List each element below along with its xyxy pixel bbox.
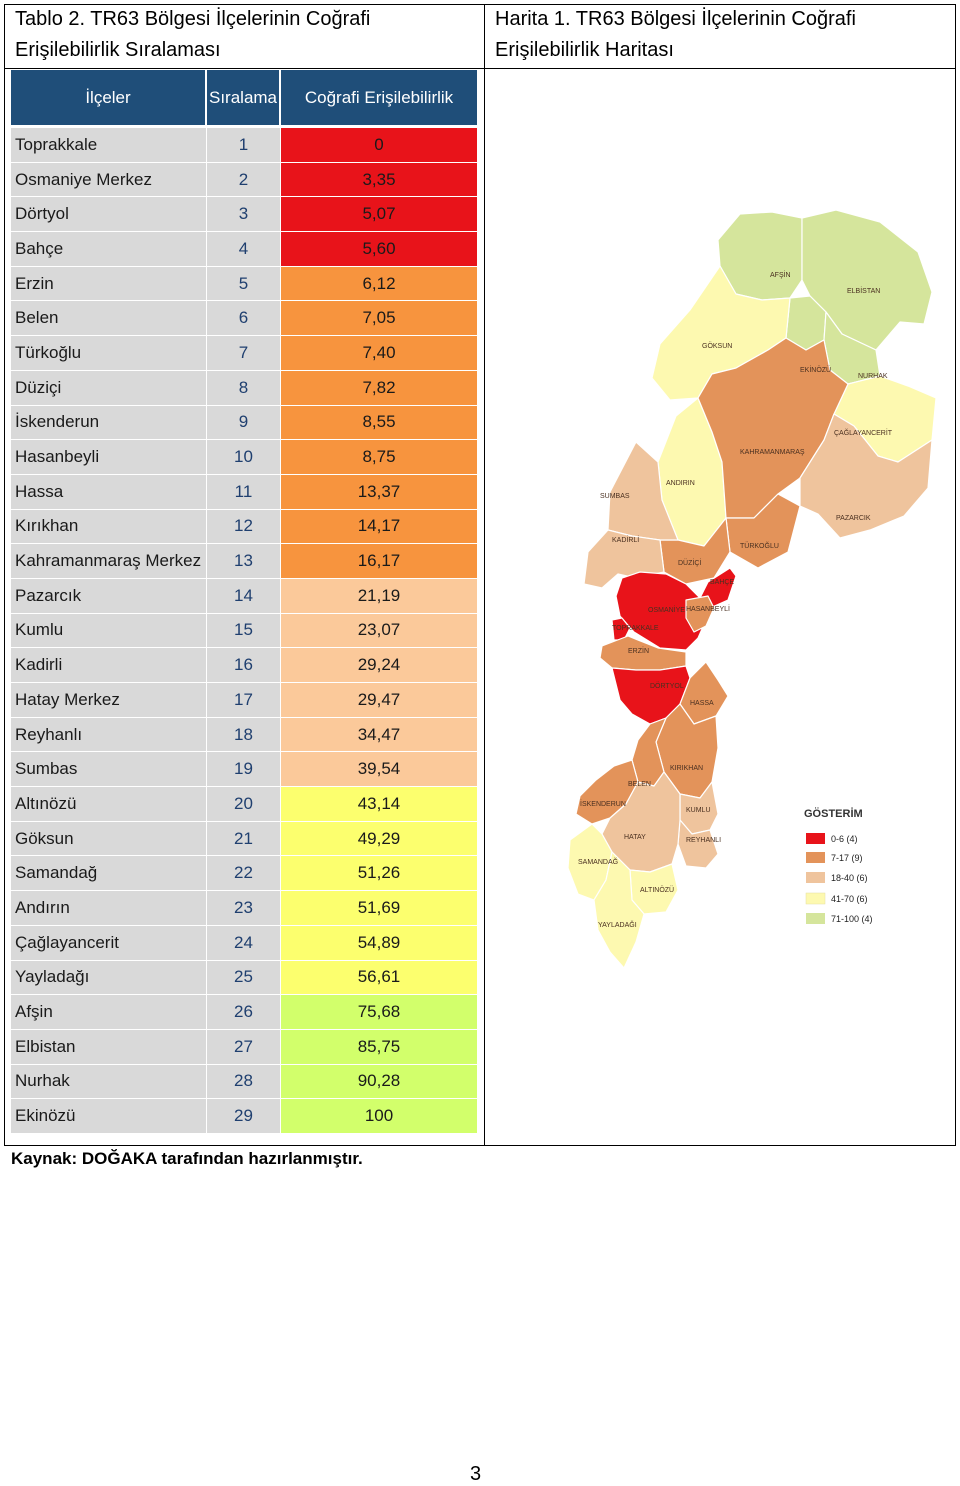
table-row	[11, 336, 477, 371]
district-name: İskenderun	[11, 406, 207, 440]
label-kirikhan: KIRIKHAN	[670, 765, 704, 772]
district-name: Bahçe	[11, 232, 207, 266]
table-row	[11, 163, 477, 198]
label-pazarcik: PAZARCIK	[836, 515, 871, 522]
legend-swatch-4	[806, 913, 825, 924]
label-duzici: DÜZİÇİ	[678, 560, 702, 567]
accessibility-value: 8,75	[281, 440, 477, 474]
table-row	[11, 614, 477, 649]
table-row	[11, 683, 477, 718]
district-rank: 29	[207, 1099, 281, 1133]
district-name: Elbistan	[11, 1030, 207, 1064]
district-name: Hatay Merkez	[11, 683, 207, 717]
legend-swatch-0	[806, 833, 825, 844]
district-name: Kırıkhan	[11, 510, 207, 544]
district-name: Samandağ	[11, 856, 207, 890]
label-kahramanmaras: KAHRAMANMARAŞ	[740, 449, 805, 456]
header-accessibility: Coğrafi Erişilebilirlik	[304, 87, 454, 107]
district-rank: 16	[207, 648, 281, 682]
label-elbistan: ELBİSTAN	[847, 288, 881, 295]
map-legend	[804, 807, 873, 924]
label-sumbas: SUMBAS	[600, 493, 630, 500]
district-name: Yayladağı	[11, 961, 207, 995]
label-hassa: HASSA	[690, 700, 714, 707]
accessibility-value: 29,47	[281, 683, 477, 717]
accessibility-value: 13,37	[281, 475, 477, 509]
label-osmaniye: OSMANİYE	[648, 607, 685, 614]
legend-label-3: 41-70 (6)	[831, 894, 868, 904]
accessibility-value: 7,05	[281, 301, 477, 335]
page-number: 3	[470, 1463, 482, 1485]
heading-divider	[4, 68, 956, 69]
legend-label-1: 7-17 (9)	[831, 853, 863, 863]
accessibility-value: 14,17	[281, 510, 477, 544]
district-rank: 3	[207, 197, 281, 231]
legend-swatch-2	[806, 872, 825, 883]
label-erzin: ERZİN	[628, 648, 649, 655]
table-row	[11, 822, 477, 857]
district-name: Andırın	[11, 891, 207, 925]
label-goksun: GÖKSUN	[702, 343, 733, 350]
label-bahce: BAHÇE	[710, 579, 735, 586]
district-rank: 22	[207, 856, 281, 890]
table-row	[11, 579, 477, 614]
accessibility-value: 34,47	[281, 718, 477, 752]
header-districts: İlçeler	[11, 70, 207, 125]
district-name: Reyhanlı	[11, 718, 207, 752]
label-reyhanli: REYHANLI	[686, 837, 722, 844]
district-rank: 9	[207, 406, 281, 440]
district-rank: 15	[207, 614, 281, 648]
table-row	[11, 544, 477, 579]
table-heading-line2: Erişilebilirlik Sıralaması	[15, 39, 221, 61]
source-note: Kaynak: DOĞAKA tarafından hazırlanmıştır.	[11, 1149, 363, 1168]
label-turkoglu: TÜRKOĞLU	[740, 543, 779, 550]
accessibility-value: 75,68	[281, 995, 477, 1029]
district-name: Kahramanmaraş Merkez	[11, 544, 207, 578]
header-rank: Sıralama	[207, 70, 281, 125]
table-row	[11, 197, 477, 232]
legend-label-0: 0-6 (4)	[831, 834, 858, 844]
district-rank: 23	[207, 891, 281, 925]
district-rank: 14	[207, 579, 281, 613]
district-rank: 11	[207, 475, 281, 509]
table-row	[11, 475, 477, 510]
district-name: Hasanbeyli	[11, 440, 207, 474]
district-name: Altınözü	[11, 787, 207, 821]
table-header	[11, 70, 477, 125]
label-yayladagi: YAYLADAĞI	[598, 922, 637, 929]
district-rank: 8	[207, 371, 281, 405]
label-altinozu: ALTINÖZÜ	[640, 887, 675, 894]
accessibility-value: 5,60	[281, 232, 477, 266]
district-rank: 21	[207, 822, 281, 856]
accessibility-value: 6,12	[281, 267, 477, 301]
district-name: Erzin	[11, 267, 207, 301]
district-rank: 19	[207, 752, 281, 786]
table-row	[11, 995, 477, 1030]
district-name: Osmaniye Merkez	[11, 163, 207, 197]
district-rank: 20	[207, 787, 281, 821]
accessibility-value: 7,40	[281, 336, 477, 370]
accessibility-value: 16,17	[281, 544, 477, 578]
district-rank: 27	[207, 1030, 281, 1064]
district-name: Nurhak	[11, 1065, 207, 1099]
table-row	[11, 752, 477, 787]
district-name: Göksun	[11, 822, 207, 856]
legend-label-4: 71-100 (4)	[831, 914, 873, 924]
district-rank: 2	[207, 163, 281, 197]
table-row	[11, 1030, 477, 1065]
table-row	[11, 718, 477, 753]
district-name: Pazarcık	[11, 579, 207, 613]
district-name: Türkoğlu	[11, 336, 207, 370]
district-name: Kadirli	[11, 648, 207, 682]
district-rank: 1	[207, 128, 281, 162]
accessibility-value: 54,89	[281, 926, 477, 960]
table-heading	[15, 4, 480, 66]
district-name: Düziçi	[11, 371, 207, 405]
label-ekinozu: EKİNÖZÜ	[800, 367, 832, 374]
accessibility-value: 23,07	[281, 614, 477, 648]
table-row	[11, 440, 477, 475]
accessibility-value: 49,29	[281, 822, 477, 856]
label-samandag: SAMANDAĞ	[578, 859, 619, 866]
accessibility-value: 3,35	[281, 163, 477, 197]
table-row	[11, 128, 477, 163]
district-name: Çağlayancerit	[11, 926, 207, 960]
label-kumlu: KUMLU	[686, 807, 711, 814]
district-rank: 17	[207, 683, 281, 717]
label-belen: BELEN	[628, 781, 651, 788]
table-row	[11, 406, 477, 441]
map-heading-line1: Harita 1. TR63 Bölgesi İlçelerinin Coğrafi	[495, 8, 856, 30]
district-name: Toprakkale	[11, 128, 207, 162]
district-name: Kumlu	[11, 614, 207, 648]
accessibility-value: 29,24	[281, 648, 477, 682]
accessibility-value: 100	[281, 1099, 477, 1133]
district-map	[540, 200, 960, 970]
legend-swatch-3	[806, 893, 825, 904]
district-rank: 12	[207, 510, 281, 544]
district-rank: 18	[207, 718, 281, 752]
table-row	[11, 856, 477, 891]
district-name: Ekinözü	[11, 1099, 207, 1133]
table-row	[11, 232, 477, 267]
accessibility-value: 51,26	[281, 856, 477, 890]
district-rank: 24	[207, 926, 281, 960]
accessibility-value: 39,54	[281, 752, 477, 786]
district-name: Belen	[11, 301, 207, 335]
label-hatay: HATAY	[624, 834, 646, 841]
district-name: Sumbas	[11, 752, 207, 786]
district-rank: 10	[207, 440, 281, 474]
accessibility-value: 43,14	[281, 787, 477, 821]
district-rank: 26	[207, 995, 281, 1029]
label-afsin: AFŞİN	[770, 272, 791, 279]
district-rank: 6	[207, 301, 281, 335]
accessibility-value: 21,19	[281, 579, 477, 613]
map-heading-line2: Erişilebilirlik Haritası	[495, 39, 674, 61]
label-nurhak: NURHAK	[858, 373, 888, 380]
legend-label-2: 18-40 (6)	[831, 873, 868, 883]
table-row	[11, 1099, 477, 1134]
district-rank: 7	[207, 336, 281, 370]
label-kadirli: KADİRLİ	[612, 537, 640, 544]
district-rank: 4	[207, 232, 281, 266]
district-rank: 28	[207, 1065, 281, 1099]
label-caglayancerit: ÇAĞLAYANCERİT	[834, 430, 893, 437]
district-name: Dörtyol	[11, 197, 207, 231]
legend-title: GÖSTERİM	[804, 808, 863, 820]
table-row	[11, 891, 477, 926]
table-row	[11, 926, 477, 961]
district-name: Hassa	[11, 475, 207, 509]
district-rank: 5	[207, 267, 281, 301]
accessibility-value: 5,07	[281, 197, 477, 231]
label-iskenderun: İSKENDERUN	[580, 801, 626, 808]
label-toprakkale: TOPRAKKALE	[612, 625, 659, 632]
table-row	[11, 267, 477, 302]
table-body	[11, 128, 477, 1134]
accessibility-value: 0	[281, 128, 477, 162]
accessibility-value: 56,61	[281, 961, 477, 995]
table-row	[11, 1065, 477, 1100]
accessibility-value: 7,82	[281, 371, 477, 405]
table-row	[11, 961, 477, 996]
district-rank: 13	[207, 544, 281, 578]
district-rank: 25	[207, 961, 281, 995]
ranking-table	[11, 70, 477, 1134]
accessibility-value: 8,55	[281, 406, 477, 440]
accessibility-value: 85,75	[281, 1030, 477, 1064]
label-dortyol: DÖRTYOL	[650, 683, 684, 690]
table-row	[11, 301, 477, 336]
accessibility-value: 90,28	[281, 1065, 477, 1099]
column-divider	[484, 4, 485, 1146]
table-row	[11, 510, 477, 545]
district-name: Afşin	[11, 995, 207, 1029]
label-hasanbeyli: HASANBEYLİ	[686, 606, 730, 613]
table-row	[11, 648, 477, 683]
table-row	[11, 787, 477, 822]
label-andirin: ANDIRIN	[666, 480, 695, 487]
legend-swatch-1	[806, 852, 825, 863]
table-heading-line1: Tablo 2. TR63 Bölgesi İlçelerinin Coğrafi	[15, 8, 371, 30]
table-row	[11, 371, 477, 406]
map-heading	[495, 4, 950, 66]
accessibility-value: 51,69	[281, 891, 477, 925]
